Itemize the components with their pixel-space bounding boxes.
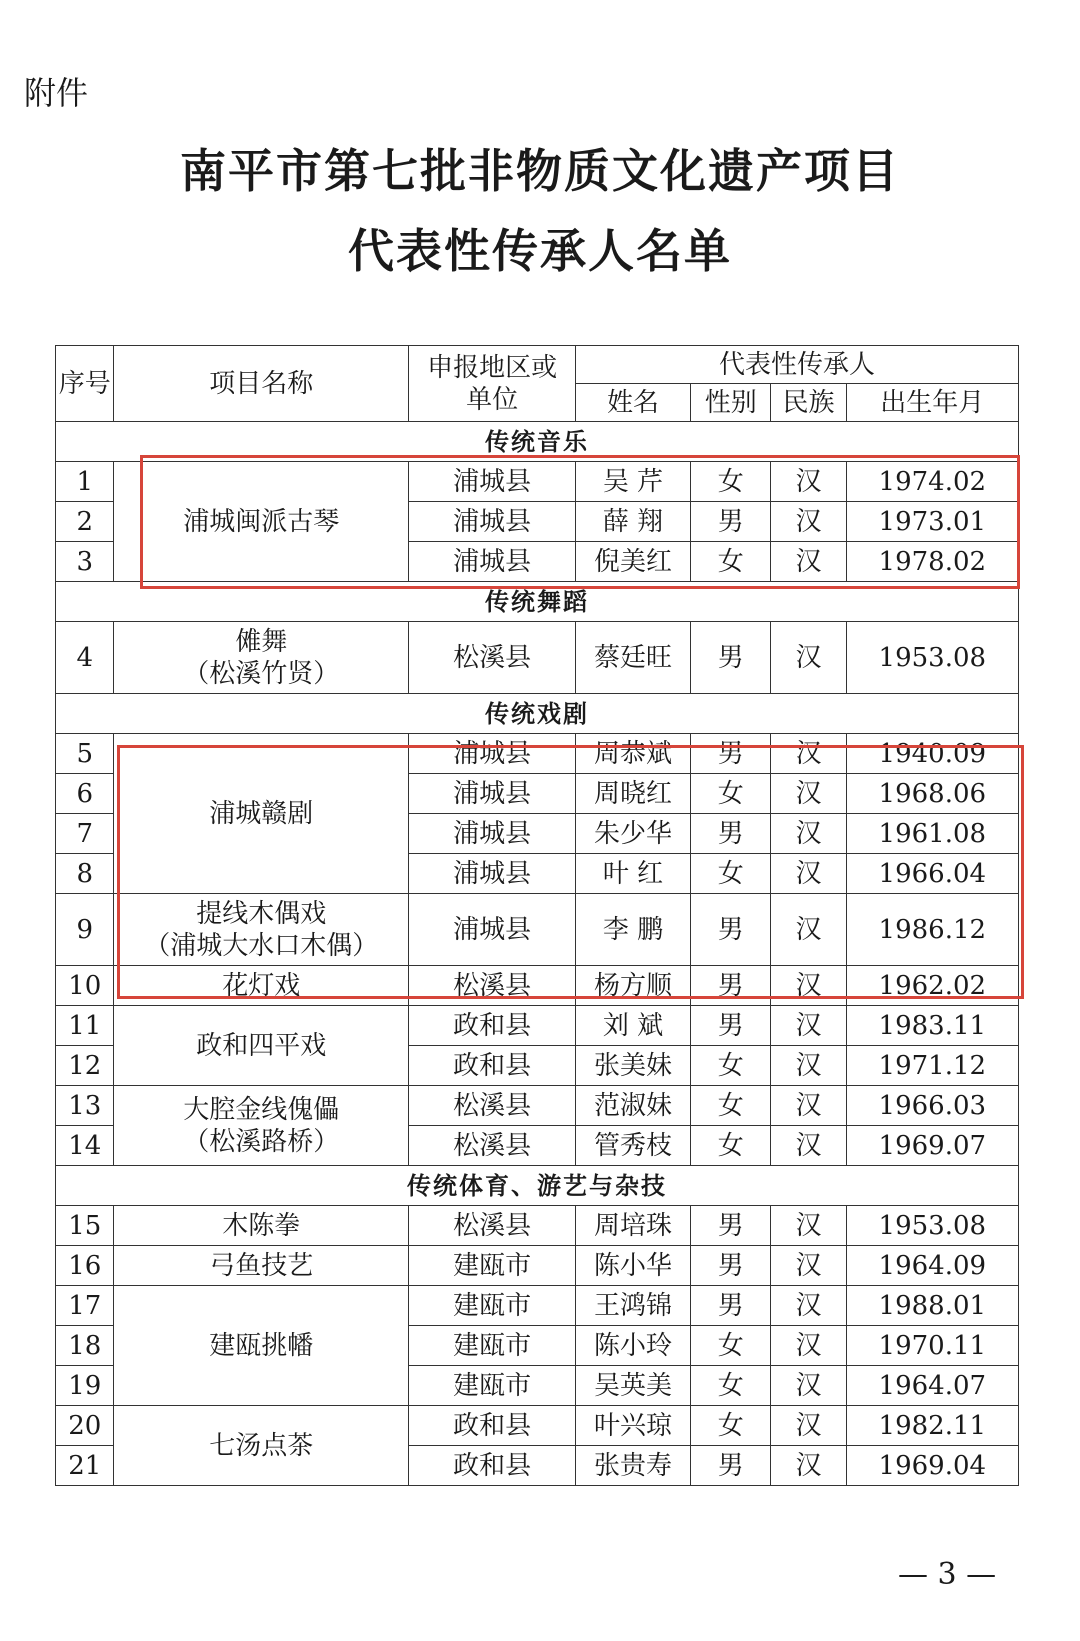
header-region-line-1: 申报地区或	[427, 352, 558, 383]
cell-ethnicity: 汉	[771, 542, 846, 582]
cell-gender: 男	[691, 1206, 771, 1246]
cell-name: 张贵寿	[576, 1446, 691, 1486]
cell-seq: 18	[56, 1326, 114, 1366]
cell-region: 政和县	[409, 1046, 576, 1086]
cell-birth: 1962.02	[846, 966, 1018, 1006]
cell-birth: 1953.08	[846, 1206, 1018, 1246]
table-row	[56, 1006, 1019, 1046]
cell-region: 浦城县	[409, 462, 576, 502]
project-name-line: 政和四平戏	[196, 1030, 327, 1061]
cell-ethnicity: 汉	[771, 1326, 846, 1366]
cell-seq: 5	[56, 734, 114, 774]
cell-ethnicity: 汉	[771, 1206, 846, 1246]
header-project: 项目名称	[114, 346, 409, 422]
cell-birth: 1982.11	[846, 1406, 1018, 1446]
cell-gender: 男	[691, 502, 771, 542]
header-region-line-2: 单位	[466, 384, 519, 415]
cell-gender: 男	[691, 1286, 771, 1326]
cell-seq: 19	[56, 1366, 114, 1406]
cell-birth: 1970.11	[846, 1326, 1018, 1366]
table-row	[56, 1206, 1019, 1246]
cell-name: 周培珠	[576, 1206, 691, 1246]
cell-name: 管秀枝	[576, 1126, 691, 1166]
cell-gender: 女	[691, 1086, 771, 1126]
cell-birth: 1940.09	[846, 734, 1018, 774]
cell-seq: 2	[56, 502, 114, 542]
cell-ethnicity: 汉	[771, 734, 846, 774]
cell-ethnicity: 汉	[771, 622, 846, 694]
cell-ethnicity: 汉	[771, 1286, 846, 1326]
cell-project	[114, 622, 409, 694]
cell-name: 周恭斌	[576, 734, 691, 774]
cell-region: 政和县	[409, 1006, 576, 1046]
cell-birth: 1974.02	[846, 462, 1018, 502]
highlight-box-opera	[117, 745, 1024, 999]
cell-region: 浦城县	[409, 854, 576, 894]
project-name-line: 木陈拳	[222, 1210, 301, 1241]
cell-name: 陈小华	[576, 1246, 691, 1286]
cell-birth: 1973.01	[846, 502, 1018, 542]
header-name: 姓名	[576, 384, 691, 422]
cell-birth: 1964.09	[846, 1246, 1018, 1286]
cell-seq: 10	[56, 966, 114, 1006]
cell-ethnicity: 汉	[771, 1366, 846, 1406]
cell-ethnicity: 汉	[771, 1046, 846, 1086]
cell-gender: 男	[691, 966, 771, 1006]
cell-seq: 9	[56, 894, 114, 966]
header-region	[409, 346, 576, 422]
cell-gender: 男	[691, 1446, 771, 1486]
page-number: — 3 —	[898, 1557, 997, 1592]
header-ethnicity: 民族	[771, 384, 846, 422]
cell-birth: 1968.06	[846, 774, 1018, 814]
cell-seq: 17	[56, 1286, 114, 1326]
cell-name: 陈小玲	[576, 1326, 691, 1366]
table-row	[56, 1406, 1019, 1446]
category-label: 传统舞蹈	[56, 582, 1019, 622]
cell-birth: 1969.04	[846, 1446, 1018, 1486]
cell-name: 李 鹏	[576, 894, 691, 966]
cell-name: 吴英美	[576, 1366, 691, 1406]
cell-seq: 7	[56, 814, 114, 854]
cell-ethnicity: 汉	[771, 1126, 846, 1166]
cell-project	[114, 1406, 409, 1486]
category-label: 传统音乐	[56, 422, 1019, 462]
cell-ethnicity: 汉	[771, 1086, 846, 1126]
cell-birth: 1986.12	[846, 894, 1018, 966]
cell-gender: 女	[691, 1046, 771, 1086]
highlight-box-guqin	[140, 455, 1020, 589]
cell-ethnicity: 汉	[771, 1446, 846, 1486]
cell-birth: 1966.04	[846, 854, 1018, 894]
cell-name: 范淑妹	[576, 1086, 691, 1126]
cell-seq: 3	[56, 542, 114, 582]
cell-region: 浦城县	[409, 814, 576, 854]
cell-ethnicity: 汉	[771, 502, 846, 542]
cell-project	[114, 1086, 409, 1166]
document-title-line-1: 南平市第七批非物质文化遗产项目	[180, 144, 900, 198]
header-gender: 性别	[691, 384, 771, 422]
cell-birth: 1961.08	[846, 814, 1018, 854]
table-row	[56, 1086, 1019, 1126]
cell-seq: 20	[56, 1406, 114, 1446]
cell-ethnicity: 汉	[771, 966, 846, 1006]
cell-region: 政和县	[409, 1446, 576, 1486]
table-row	[56, 1246, 1019, 1286]
project-name-line: 七汤点茶	[209, 1430, 314, 1461]
project-name-line: 弓鱼技艺	[209, 1250, 314, 1281]
header-inheritor: 代表性传承人	[576, 346, 1019, 384]
cell-region: 建瓯市	[409, 1326, 576, 1366]
project-name-line: 傩舞	[235, 626, 288, 657]
cell-name: 张美妹	[576, 1046, 691, 1086]
cell-seq: 13	[56, 1086, 114, 1126]
cell-region: 建瓯市	[409, 1286, 576, 1326]
cell-ethnicity: 汉	[771, 774, 846, 814]
cell-name: 叶兴琼	[576, 1406, 691, 1446]
project-name-line: （松溪竹贤）	[183, 658, 340, 689]
cell-project	[114, 1006, 409, 1086]
cell-birth: 1969.07	[846, 1126, 1018, 1166]
cell-birth: 1983.11	[846, 1006, 1018, 1046]
cell-gender: 女	[691, 1406, 771, 1446]
cell-gender: 女	[691, 1126, 771, 1166]
cell-region: 浦城县	[409, 894, 576, 966]
attachment-label: 附件	[24, 74, 89, 112]
cell-seq: 12	[56, 1046, 114, 1086]
cell-region: 建瓯市	[409, 1366, 576, 1406]
cell-gender: 男	[691, 1246, 771, 1286]
cell-name: 杨方顺	[576, 966, 691, 1006]
cell-region: 建瓯市	[409, 1246, 576, 1286]
cell-project	[114, 1246, 409, 1286]
cell-ethnicity: 汉	[771, 854, 846, 894]
cell-birth: 1953.08	[846, 622, 1018, 694]
cell-gender: 女	[691, 542, 771, 582]
cell-region: 松溪县	[409, 966, 576, 1006]
cell-region: 松溪县	[409, 1126, 576, 1166]
cell-gender: 男	[691, 814, 771, 854]
cell-region: 松溪县	[409, 622, 576, 694]
table-row	[56, 1286, 1019, 1326]
cell-seq: 14	[56, 1126, 114, 1166]
cell-gender: 女	[691, 462, 771, 502]
category-row	[56, 694, 1019, 734]
cell-name: 薛 翔	[576, 502, 691, 542]
cell-name: 蔡廷旺	[576, 622, 691, 694]
cell-region: 松溪县	[409, 1086, 576, 1126]
cell-name: 吴 芹	[576, 462, 691, 502]
project-name-line: 提线木偶戏	[196, 898, 327, 929]
table-row	[56, 622, 1019, 694]
cell-seq: 15	[56, 1206, 114, 1246]
cell-birth: 1964.07	[846, 1366, 1018, 1406]
cell-seq: 16	[56, 1246, 114, 1286]
cell-gender: 男	[691, 894, 771, 966]
cell-gender: 女	[691, 854, 771, 894]
cell-gender: 男	[691, 1006, 771, 1046]
cell-name: 刘 斌	[576, 1006, 691, 1046]
cell-region: 浦城县	[409, 502, 576, 542]
cell-ethnicity: 汉	[771, 894, 846, 966]
cell-project	[114, 1286, 409, 1406]
cell-name: 倪美红	[576, 542, 691, 582]
cell-gender: 女	[691, 1366, 771, 1406]
cell-gender: 男	[691, 622, 771, 694]
project-name-line: 建瓯挑幡	[209, 1330, 314, 1361]
cell-ethnicity: 汉	[771, 1246, 846, 1286]
cell-birth: 1971.12	[846, 1046, 1018, 1086]
cell-region: 浦城县	[409, 734, 576, 774]
category-label: 传统戏剧	[56, 694, 1019, 734]
cell-ethnicity: 汉	[771, 462, 846, 502]
header-seq: 序号	[56, 346, 114, 422]
cell-seq: 6	[56, 774, 114, 814]
project-name-line: 花灯戏	[222, 970, 301, 1001]
cell-seq: 8	[56, 854, 114, 894]
project-name-line: 大腔金线傀儡	[183, 1094, 340, 1125]
cell-ethnicity: 汉	[771, 1006, 846, 1046]
cell-seq: 11	[56, 1006, 114, 1046]
project-name-line: 浦城赣剧	[209, 798, 314, 829]
cell-name: 朱少华	[576, 814, 691, 854]
cell-region: 浦城县	[409, 774, 576, 814]
cell-seq: 4	[56, 622, 114, 694]
document-title-line-2: 代表性传承人名单	[348, 224, 732, 278]
cell-region: 浦城县	[409, 542, 576, 582]
cell-gender: 女	[691, 1326, 771, 1366]
header-birth: 出生年月	[846, 384, 1018, 422]
cell-project	[114, 1206, 409, 1246]
project-name-line: （松溪路桥）	[183, 1126, 340, 1157]
cell-region: 松溪县	[409, 1206, 576, 1246]
cell-gender: 男	[691, 734, 771, 774]
cell-gender: 女	[691, 774, 771, 814]
cell-name: 王鸿锦	[576, 1286, 691, 1326]
cell-birth: 1978.02	[846, 542, 1018, 582]
cell-name: 叶 红	[576, 854, 691, 894]
project-name-line: 浦城闽派古琴	[183, 506, 340, 537]
category-label: 传统体育、游艺与杂技	[56, 1166, 1019, 1206]
cell-ethnicity: 汉	[771, 814, 846, 854]
cell-name: 周晓红	[576, 774, 691, 814]
cell-birth: 1988.01	[846, 1286, 1018, 1326]
category-row	[56, 1166, 1019, 1206]
cell-ethnicity: 汉	[771, 1406, 846, 1446]
cell-region: 政和县	[409, 1406, 576, 1446]
project-name-line: （浦城大水口木偶）	[144, 930, 379, 961]
cell-birth: 1966.03	[846, 1086, 1018, 1126]
cell-seq: 1	[56, 462, 114, 502]
cell-seq: 21	[56, 1446, 114, 1486]
